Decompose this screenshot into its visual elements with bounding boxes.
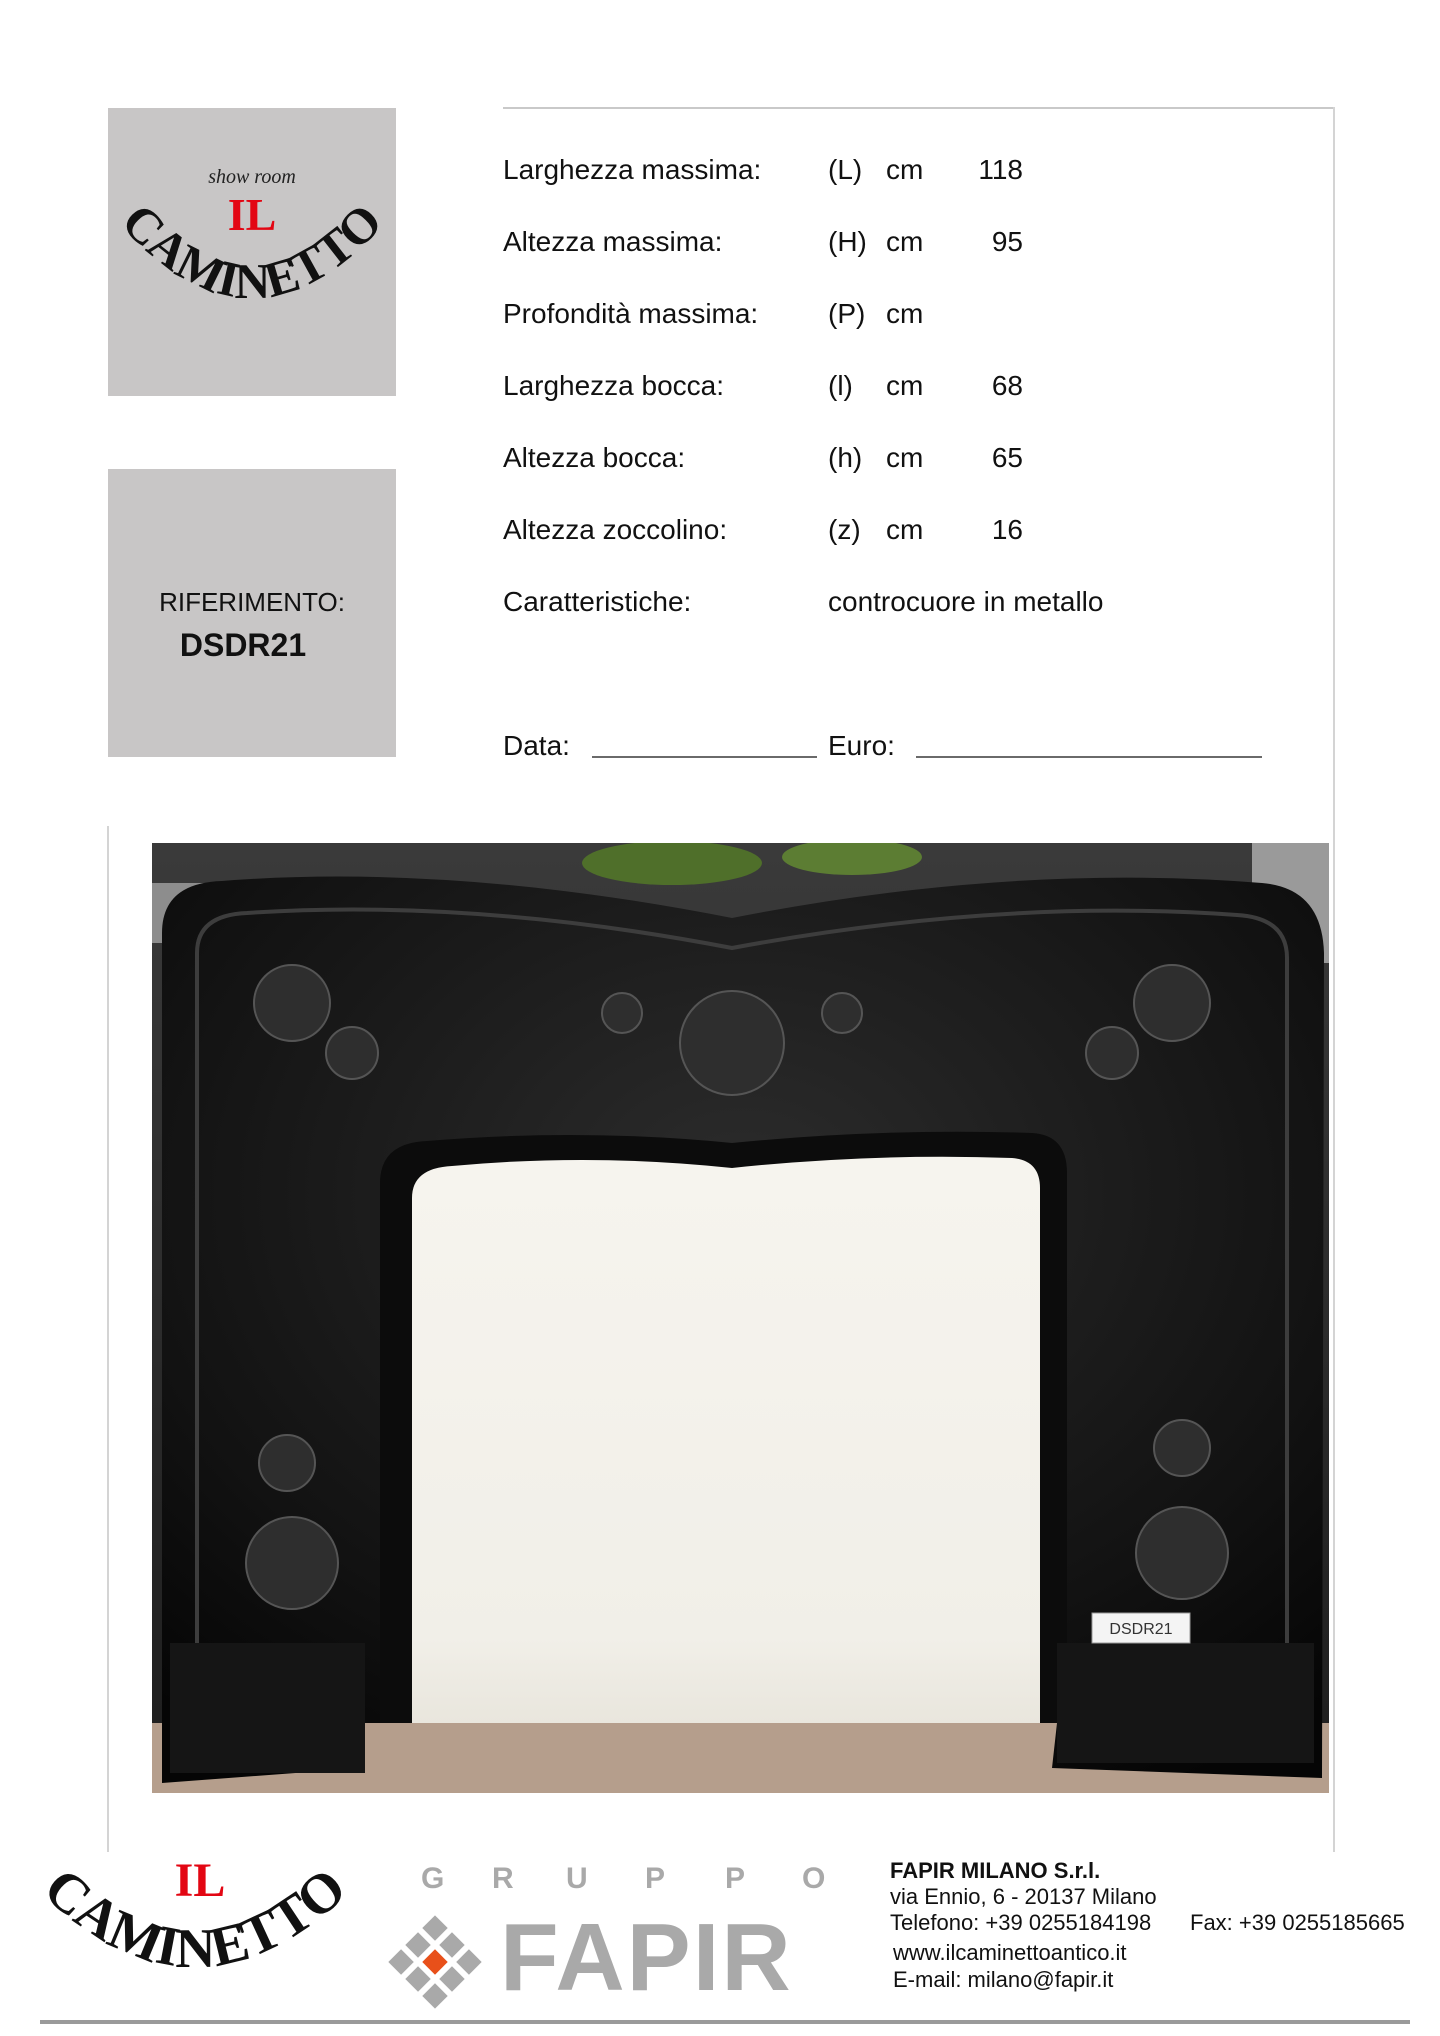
fireplace-photo bbox=[152, 843, 1329, 1793]
spec-label: Profondità massima: bbox=[503, 298, 759, 329]
spec-row bbox=[503, 153, 1023, 187]
spec-row bbox=[503, 297, 924, 331]
footer-rule bbox=[40, 2020, 1410, 2024]
date-label: Data: bbox=[503, 730, 570, 761]
group-letter: G bbox=[421, 1862, 445, 1895]
spec-label: Larghezza massima: bbox=[503, 154, 762, 185]
spec-value: 118 bbox=[978, 154, 1023, 185]
logo-caminetto-arc bbox=[108, 108, 396, 396]
date-euro-row bbox=[503, 729, 895, 763]
features-row bbox=[503, 585, 1104, 619]
logo-tagline: show room bbox=[208, 166, 296, 188]
spec-unit: cm bbox=[886, 298, 924, 329]
frame-left-line bbox=[107, 826, 109, 1852]
company-address: via Ennio, 6 - 20137 Milano bbox=[890, 1884, 1157, 1909]
svg-text:CAMINETTO: CAMINETTO bbox=[32, 1856, 358, 1981]
group-letter: R bbox=[492, 1862, 514, 1895]
frame-right-line bbox=[1333, 107, 1335, 1852]
spec-row bbox=[503, 225, 1023, 259]
spec-label: Altezza massima: bbox=[503, 226, 723, 257]
company-name: FAPIR MILANO S.r.l. bbox=[890, 1858, 1101, 1883]
logo-box bbox=[108, 108, 396, 396]
group-letter: P bbox=[645, 1862, 666, 1895]
features-label: Caratteristiche: bbox=[503, 586, 692, 617]
spec-row bbox=[503, 441, 1023, 475]
reference-label: RIFERIMENTO: bbox=[159, 587, 345, 617]
features-value: controcuore in metallo bbox=[828, 586, 1104, 617]
spec-code: (h) bbox=[828, 442, 863, 473]
spec-label: Altezza bocca: bbox=[503, 442, 686, 473]
spec-unit: cm bbox=[886, 370, 924, 401]
spec-label: Altezza zoccolino: bbox=[503, 514, 728, 545]
group-letter: P bbox=[725, 1862, 746, 1895]
svg-text:CAMINETTO: CAMINETTO bbox=[111, 192, 393, 310]
fapir-wordmark: FAPIR bbox=[500, 1904, 793, 2011]
spec-row bbox=[503, 369, 1023, 403]
spec-unit: cm bbox=[886, 154, 924, 185]
group-letter: O bbox=[802, 1862, 826, 1895]
spec-unit: cm bbox=[886, 226, 924, 257]
fapir-diamond-icon bbox=[385, 1912, 485, 2012]
spec-code: (l) bbox=[828, 370, 853, 401]
company-phone: Telefono: +39 0255184198 bbox=[890, 1910, 1152, 1935]
footer-logo bbox=[30, 1852, 360, 2002]
reference-box bbox=[108, 469, 396, 757]
euro-field-line[interactable] bbox=[916, 756, 1262, 758]
euro-label: Euro: bbox=[828, 730, 895, 761]
footer-logo-il: IL bbox=[174, 1854, 226, 1907]
date-field-line[interactable] bbox=[592, 756, 817, 758]
spec-code: (z) bbox=[828, 514, 861, 545]
company-fax: Fax: +39 0255185665 bbox=[1190, 1910, 1405, 1935]
spec-unit: cm bbox=[886, 442, 924, 473]
photo-tag-text: DSDR21 bbox=[1109, 1621, 1173, 1638]
spec-label: Larghezza bocca: bbox=[503, 370, 725, 401]
company-website[interactable]: www.ilcaminettoantico.it bbox=[893, 1940, 1127, 1965]
spec-value: 68 bbox=[991, 370, 1023, 401]
frame-top-line bbox=[503, 107, 1335, 109]
reference-code: DSDR21 bbox=[179, 627, 307, 663]
spec-row bbox=[503, 513, 1023, 547]
company-email[interactable]: E-mail: milano@fapir.it bbox=[893, 1967, 1114, 1992]
spec-value: 65 bbox=[991, 442, 1023, 473]
logo-il: IL bbox=[227, 189, 277, 240]
group-letter: U bbox=[566, 1862, 588, 1895]
spec-value: 95 bbox=[991, 226, 1023, 257]
spec-value: 16 bbox=[991, 514, 1023, 545]
spec-unit: cm bbox=[886, 514, 924, 545]
spec-code: (L) bbox=[828, 154, 863, 185]
spec-code: (H) bbox=[828, 226, 867, 257]
spec-code: (P) bbox=[828, 298, 866, 329]
